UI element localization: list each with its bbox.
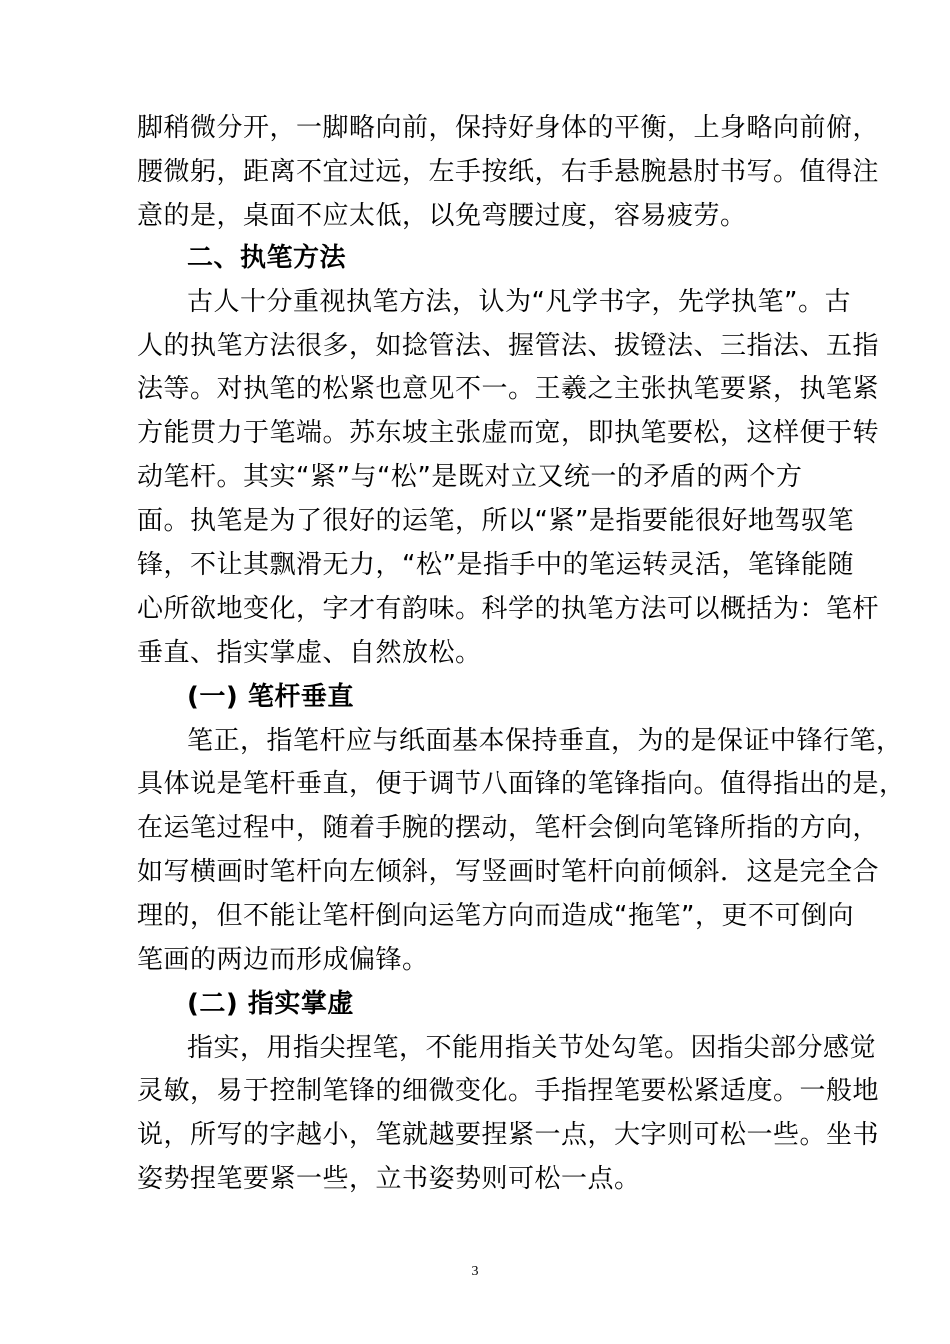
paragraph-line: 法等。对执笔的松紧也意见不一。王羲之主张执笔要紧，执笔紧 — [137, 374, 880, 404]
paragraph-line: 腰微躬，距离不宜过远，左手按纸，右手悬腕悬肘书写。值得注 — [137, 157, 880, 187]
paragraph-line: 古人十分重视执笔方法，认为“凡学书字，先学执笔”。古 — [187, 287, 851, 317]
paragraph-line: 理的，但不能让笔杆倒向运笔方向而造成“拖笔”，更不可倒向 — [137, 901, 854, 931]
page-number: 3 — [471, 1264, 479, 1279]
paragraph-line: 面。执笔是为了很好的运笔，所以“紧”是指要能很好地驾驭笔 — [137, 506, 854, 536]
paragraph-line: 指实，用指尖捏笔，不能用指关节处勾笔。因指尖部分感觉 — [187, 1033, 877, 1063]
paragraph-line: 说，所写的字越小，笔就越要捏紧一点，大字则可松一些。坐书 — [137, 1120, 880, 1150]
subsection-heading: (一) 笔杆垂直 — [187, 682, 354, 712]
paragraph-line: 笔正，指笔杆应与纸面基本保持垂直，为的是保证中锋行笔， — [187, 726, 903, 756]
paragraph-line: 意的是，桌面不应太低，以免弯腰过度，容易疲劳。 — [137, 201, 747, 231]
subsection-heading: (二) 指实掌虚 — [187, 989, 354, 1019]
paragraph-line: 笔画的两边而形成偏锋。 — [137, 945, 429, 975]
paragraph-line: 灵敏，易于控制笔锋的细微变化。手指捏笔要松紧适度。一般地 — [137, 1076, 880, 1106]
paragraph-line: 如写横画时笔杆向左倾斜，写竖画时笔杆向前倾斜．这是完全合 — [137, 857, 880, 887]
section-heading: 二、执笔方法 — [187, 243, 347, 273]
paragraph-line: 人的执笔方法很多，如捻管法、握管法、拔镫法、三指法、五指 — [137, 331, 880, 361]
paragraph-line: 具体说是笔杆垂直，便于调节八面锋的笔锋指向。值得指出的是， — [137, 769, 906, 799]
paragraph-line: 方能贯力于笔端。苏东坡主张虚而宽，即执笔要松，这样便于转 — [137, 418, 880, 448]
paragraph-line: 动笔杆。其实“紧”与“松”是既对立又统一的矛盾的两个方 — [137, 462, 803, 492]
paragraph-line: 姿势捏笔要紧一些，立书姿势则可松一点。 — [137, 1164, 641, 1194]
paragraph-line: 在运笔过程中，随着手腕的摆动，笔杆会倒向笔锋所指的方向， — [137, 813, 880, 843]
paragraph-line: 垂直、指实掌虚、自然放松。 — [137, 638, 482, 668]
paragraph-line: 心所欲地变化，字才有韵味。科学的执笔方法可以概括为：笔杆 — [137, 594, 880, 624]
paragraph-line: 锋，不让其飘滑无力，“松”是指手中的笔运转灵活，笔锋能随 — [137, 550, 854, 580]
paragraph-line: 脚稍微分开，一脚略向前，保持好身体的平衡，上身略向前俯， — [137, 113, 880, 143]
